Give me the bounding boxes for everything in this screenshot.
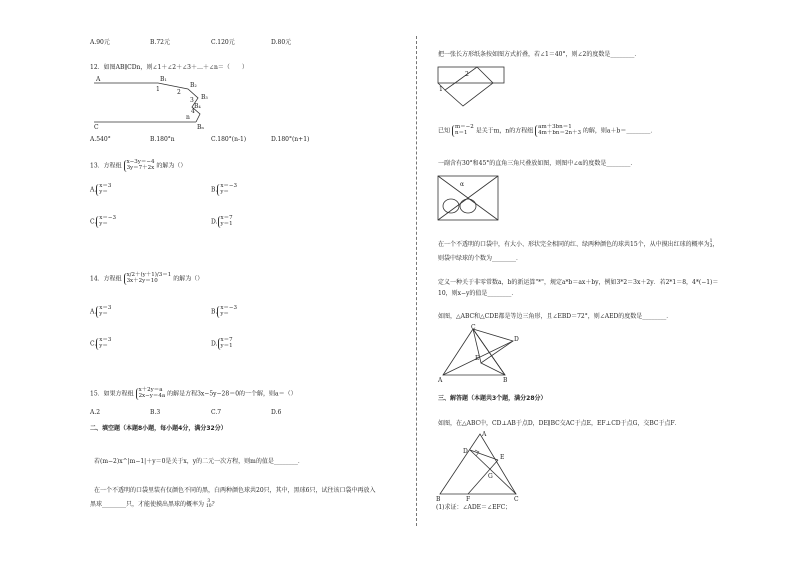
abc-label-f: F [466, 496, 471, 502]
section-2-heading: 二、填空题（本题8小题，每小题4分，满分32分） [90, 425, 227, 432]
q12-label-b3: B₃ [201, 94, 208, 101]
abc-label-b: B [436, 496, 441, 502]
right-q5-line-1: 定义一种关于非零常数a，b的新运算"*"，规定a*b＝ax＋by，例如3*2＝3x＋2y．若2*1＝8，4*(−1)＝ [438, 279, 719, 286]
tri-label-a: A [438, 377, 443, 384]
q12-label-b1: B₁ [160, 76, 167, 83]
q14-prefix: 14．方程组 [90, 275, 122, 283]
fraction-one-third: 1 3 [709, 239, 713, 249]
q15-option-c[interactable]: C.7 [211, 409, 222, 416]
q12-option-c[interactable]: C.180°(n-1) [211, 136, 247, 143]
q12-option-a[interactable]: A.540° [90, 136, 111, 143]
q13-prefix: 13．方程组 [90, 162, 122, 170]
right-q1-stem: 把一张长方形纸条按如图方式折叠，若∠1＝40°，则∠2的度数是________． [438, 51, 641, 58]
alpha-angle-label: α [460, 181, 465, 188]
abc-label-a: A [482, 431, 487, 438]
right-q4-line-2: 则袋中绿球的个数为________． [438, 255, 523, 262]
q15-stem [90, 388, 297, 400]
fold-angle-2: 2 [465, 71, 469, 78]
q12-label-c: C [94, 124, 99, 131]
q12-angle-3: 3 [190, 97, 194, 104]
q13-option-d[interactable]: D. x＝7 y＝1 [211, 215, 233, 227]
q15-option-b[interactable]: B.3 [150, 409, 161, 416]
abc-label-c: C [514, 496, 519, 502]
q12-option-b[interactable]: B.180°n [150, 136, 175, 143]
q11-option-d[interactable]: D.80元 [271, 39, 292, 46]
q12-label-b2: B₂ [190, 82, 197, 89]
q15-eq1: x＋2y＝a [138, 387, 163, 393]
right-q2-stem: 已知 m＝−2 n＝1 是关于m，n的方程组 am＋3bn＝1 4m＋bn＝2n＋3 的解，则a＋b＝________． [438, 124, 657, 136]
q13-eq1: x−3y＝−4 [126, 159, 155, 165]
q15-system [136, 388, 166, 400]
right-q5-line-2: 10，则x−y的值是________． [438, 290, 518, 297]
right-q4-line-1: 在一个不透明的口袋中，有大小、形状完全相同的红、绿两种颜色的球共15个，从中摸出红球的概率为1 3， [438, 239, 719, 249]
q14-eq2: 3x＋2y＝10 [126, 277, 158, 284]
q12-angle-1: 1 [156, 86, 160, 93]
q15-prefix: 15．如果方程组 [90, 390, 134, 398]
q13-eq2: 3y＝7＋2x [126, 164, 155, 171]
abc-label-g: G [488, 473, 493, 480]
q12-angle-n: n [186, 114, 190, 121]
column-divider [416, 36, 417, 526]
q13-system [124, 160, 155, 172]
q11-option-a[interactable]: A.90元 [90, 39, 110, 46]
tri-label-b: B [503, 377, 508, 384]
equilateral-triangles-figure [437, 323, 519, 385]
q14-option-d[interactable]: D. x＝7 y＝1 [211, 337, 233, 349]
q12-label-b4: B₄ [194, 103, 201, 110]
q15-suffix: 的解是方程3x−5y−28＝0的一个解，则a＝（） [167, 390, 297, 398]
fill-question-1: 若(m−2)x^|m−1|＋y＝0是关于x，y的二元一次方程，则m的值是________． [94, 458, 304, 465]
q13-option-a[interactable]: A. x＝3 y＝ [90, 183, 112, 195]
q14-suffix: 的解为（） [173, 275, 204, 283]
q15-option-a[interactable]: A.2 [90, 409, 101, 416]
tri-label-e: E [475, 355, 480, 362]
fraction-three-tenths: 3 10 [205, 499, 212, 509]
tri-label-d: D [514, 336, 519, 343]
q12-label-bn: Bₙ [197, 124, 205, 131]
q12-angle-2: 2 [177, 89, 181, 96]
q13-suffix: 的解为（） [156, 162, 187, 170]
right-q3-stem: 一副含有30°和45°的直角三角尺叠放如图，则图中∠α的度数是________． [438, 160, 637, 167]
section-3-heading: 三、解答题（本题共3个题，满分28分） [438, 395, 547, 402]
q11-option-c[interactable]: C.120元 [211, 39, 235, 46]
fill-question-2-line-1: 在一个不透明的口袋里装有仅颜色不同的黑，白两种颜色球共20只，其中，黑球6只，试往该口袋中再放入 [94, 487, 376, 494]
q12-label-a: A [96, 76, 101, 83]
triangle-abc-figure [436, 428, 522, 502]
q15-option-d[interactable]: D.6 [271, 409, 282, 416]
right-q7-part-1: (1)求证：∠ADE＝∠EFC； [436, 504, 512, 511]
q12-option-d[interactable]: D.180°(n+1) [271, 136, 310, 143]
tri-label-c: C [471, 324, 476, 331]
q14-system [124, 273, 172, 285]
right-q7-stem: 如图，在△ABC中，CD⊥AB于点D，DE∥BC交AC于点E，EF⊥CD于点G，交BC于点F． [438, 420, 681, 427]
fill-question-2-line-2: 黑球________只，才能使摸出黑球的概率为 3 10？ [90, 499, 218, 509]
q13-option-c[interactable]: C. x＝−3 y＝ [90, 215, 117, 227]
right-q6-stem: 如图，△ABC和△CDE都是等边三角形，且∠EBD＝72°，则∠AED的度数是________． [438, 313, 673, 320]
fold-angle-1: 1 [439, 86, 443, 93]
q14-option-a[interactable]: A. x＝3 y＝ [90, 305, 112, 317]
abc-label-d: D [463, 448, 468, 455]
q12-figure [90, 74, 220, 132]
q12-angle-4: 4 [191, 108, 195, 115]
abc-label-e: E [500, 454, 505, 461]
q13-stem [90, 160, 186, 172]
q14-option-c[interactable]: C. x＝3 y＝ [90, 337, 112, 349]
set-squares-figure [437, 172, 501, 222]
q14-stem [90, 273, 203, 285]
fold-figure [437, 62, 507, 110]
q11-option-b[interactable]: B.72元 [150, 39, 170, 46]
q12-stem: 12．如图AB∥CDn，则∠1＋∠2＋∠3＋…＋∠n＝（ ） [90, 64, 248, 71]
q13-option-b[interactable]: B. x＝−3 y＝ [211, 183, 238, 195]
q15-eq2: 2x−y＝4a [138, 392, 166, 399]
q14-eq1: x/2＋(y＋1)/3＝1 [126, 272, 172, 278]
q14-option-b[interactable]: B. x＝−3 y＝ [211, 305, 238, 317]
